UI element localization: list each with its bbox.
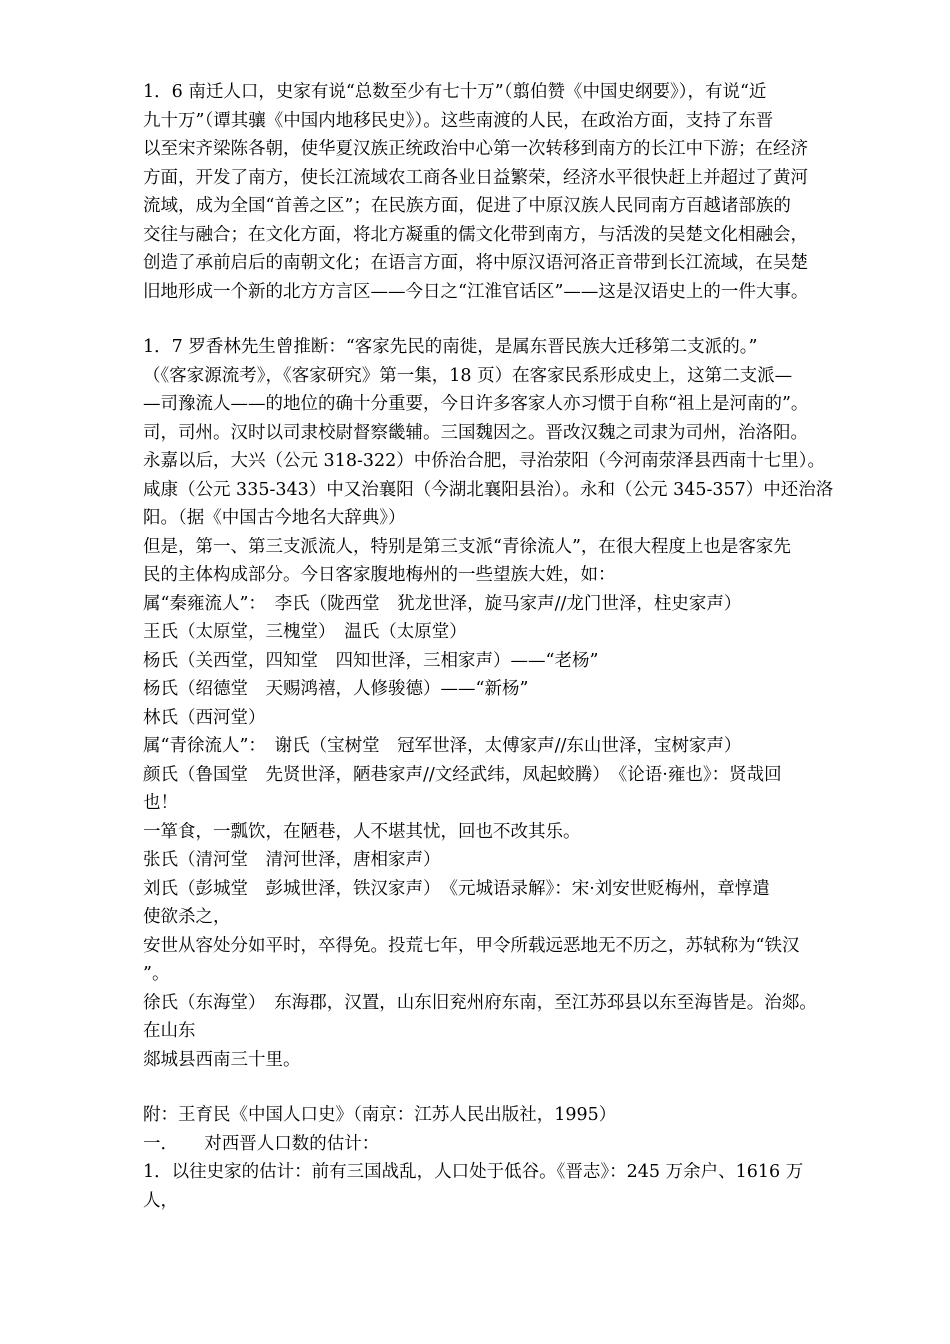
text-line: 旧地形成一个新的北方方言区——今日之“江淮官话区”——这是汉语史上的一件大事。 bbox=[143, 281, 809, 302]
text-line: 一． 对西晋人口数的估计： bbox=[143, 1133, 380, 1154]
text-line: 使欲杀之， bbox=[143, 907, 231, 927]
paragraph-luo-xianglin-hakka bbox=[143, 333, 888, 1074]
paragraph-southern-migration-population bbox=[143, 78, 888, 306]
text-line: 咸康（公元 335-343）中又治襄阳（今湖北襄阳县治）。永和（公元 345-357）中还治洛 bbox=[143, 479, 834, 500]
text-line: 郯城县西南三十里。 bbox=[143, 1049, 301, 1070]
text-line: 1．6 南迁人口，史家有说“总数至少有七十万”（翦伯赞《中国史纲要》），有说“近 bbox=[143, 82, 767, 102]
text-line: 徐氏（东海堂） 东海郡，汉置，山东旧兖州府东南，至江苏邳县以东至海皆是。治郯。 bbox=[143, 992, 817, 1013]
text-line: 民的主体构成部分。今日客家腹地梅州的一些望族大姓，如： bbox=[143, 565, 616, 585]
text-line: 林氏（西河堂） bbox=[143, 707, 266, 728]
text-line: 九十万”（谭其骧《中国内地移民史》）。这些南渡的人民，在政治方面，支持了东晋 bbox=[143, 110, 774, 131]
text-line: 也！ bbox=[143, 793, 178, 813]
text-line: 阳。（据《中国古今地名大辞典》） bbox=[143, 508, 406, 528]
text-line: 创造了承前启后的南朝文化；在语言方面，将中原汉语河洛正音带到长江流域，在吴楚 bbox=[143, 253, 808, 273]
text-line: —司豫流人——的地位的确十分重要，今日许多客家人亦习惯于自称“祖上是河南的”。 bbox=[143, 394, 809, 414]
document-page bbox=[143, 78, 888, 1215]
text-line: 张氏（清河堂 清河世泽，唐相家声） bbox=[143, 850, 441, 870]
paragraph-spacer bbox=[143, 1074, 888, 1101]
text-line: 人， bbox=[143, 1190, 178, 1211]
text-line: 在山东 bbox=[143, 1021, 196, 1041]
text-line: 一箪食，一瓢饮，在陋巷，人不堪其忧，回也不改其乐。 bbox=[143, 821, 581, 842]
text-line: 流域，成为全国“首善之区”；在民族方面，促进了中原汉族人民同南方百越诸部族的 bbox=[143, 196, 791, 216]
text-line: （《客家源流考》，《客家研究》第一集，18 页）在客家民系形成史上，这第二支派— bbox=[143, 365, 793, 386]
text-line: 颜氏（鲁国堂 先贤世泽，陋巷家声//文经武纬，凤起蛟腾） 《论语·雍也》：贤哉回 bbox=[143, 764, 782, 785]
text-line: 方面，开发了南方，使长江流域农工商各业日益繁荣，经济水平很快赶上并超过了黄河 bbox=[143, 167, 808, 188]
text-line: 属“青徐流人”： 谢氏（宝树堂 冠军世泽，太傅家声//东山世泽，宝树家声） bbox=[143, 736, 742, 756]
text-line: 杨氏（关西堂，四知堂 四知世泽，三相家声）——“老杨” bbox=[143, 650, 599, 671]
text-line: 永嘉以后，大兴（公元 318-322）中侨治合肥，寻治荥阳（今河南荥泽县西南十七里）。 bbox=[143, 451, 826, 471]
text-line: ”。 bbox=[143, 964, 170, 984]
text-line: 但是，第一、第三支派流人，特别是第三支派“青徐流人”，在很大程度上也是客家先 bbox=[143, 536, 791, 557]
text-line: 附：王育民《中国人口史》（南京：江苏人民出版社，1995） bbox=[143, 1105, 617, 1125]
text-line: 属“秦雍流人”： 李氏（陇西堂 犹龙世泽，旋马家声//龙门世泽，柱史家声） bbox=[143, 593, 742, 614]
text-line: 以至宋齐梁陈各朝，使华夏汉族正统政治中心第一次转移到南方的长江中下游；在经济 bbox=[143, 139, 808, 159]
text-line: 安世从容处分如平时，卒得免。投荒七年，甲令所载远恶地无不历之，苏轼称为“铁汉 bbox=[143, 935, 800, 956]
text-line: 交往与融合；在文化方面，将北方凝重的儒文化带到南方，与活泼的吴楚文化相融会， bbox=[143, 224, 808, 245]
text-line: 杨氏（绍德堂 天赐鸿禧，人修骏德）——“新杨” bbox=[143, 679, 529, 699]
text-line: 司，司州。汉时以司隶校尉督察畿辅。三国魏因之。晋改汉魏之司隶为司州，治洛阳。 bbox=[143, 422, 808, 443]
paragraph-spacer bbox=[143, 306, 888, 333]
appendix-population-history bbox=[143, 1101, 888, 1215]
text-line: 刘氏（彭城堂 彭城世泽，铁汉家声） 《元城语录解》：宋·刘安世贬梅州，章惇遣 bbox=[143, 878, 770, 899]
text-line: 1．7 罗香林先生曾推断：“客家先民的南徙，是属东晋民族大迁移第二支派的。” bbox=[143, 337, 758, 357]
text-line: 王氏（太原堂，三槐堂） 温氏（太原堂） bbox=[143, 622, 467, 642]
text-line: 1．以往史家的估计：前有三国战乱，人口处于低谷。《晋志》：245 万余户、1616 万 bbox=[143, 1162, 804, 1182]
